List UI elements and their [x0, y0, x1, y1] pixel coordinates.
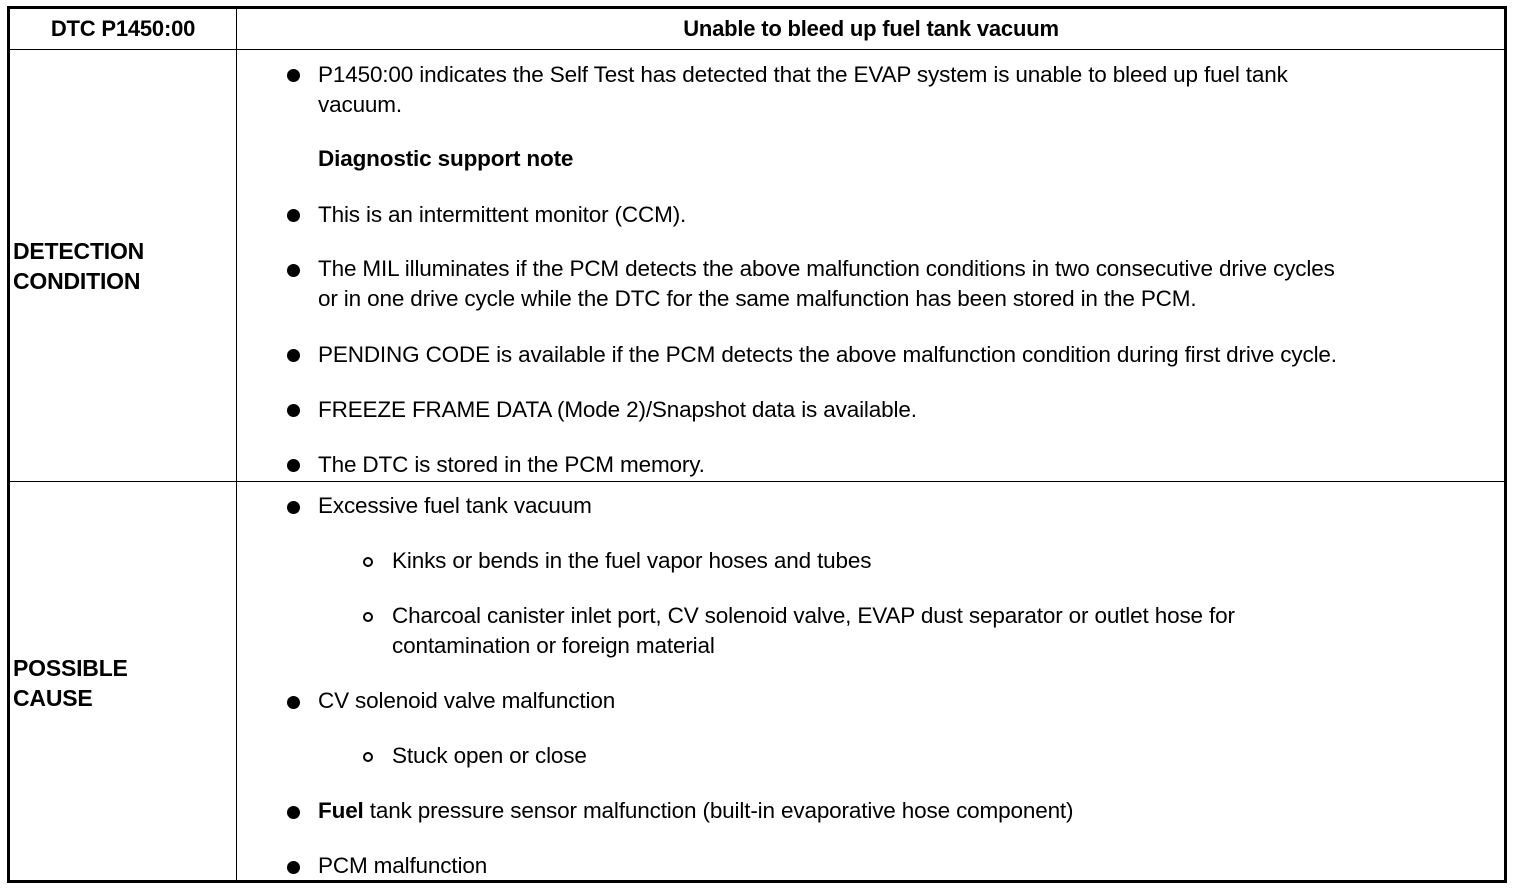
bullet-icon — [287, 806, 300, 819]
column-divider — [236, 9, 237, 880]
detection-item-2: This is an intermittent monitor (CCM). — [318, 202, 687, 227]
bullet-icon — [287, 209, 300, 222]
detection-item-3-line-1: The MIL illuminates if the PCM detects the above malfunction conditions in two consecutive drive cycles — [318, 256, 1335, 281]
bullet-icon — [287, 349, 300, 362]
detection-item-5: FREEZE FRAME DATA (Mode 2)/Snapshot data is available. — [318, 397, 917, 422]
bullet-icon — [287, 459, 300, 472]
bullet-icon — [287, 696, 300, 709]
sub-bullet-circle-icon — [363, 557, 373, 567]
cause-item-1-sub-b-line-1: Charcoal canister inlet port, CV solenoid valve, EVAP dust separator or outlet hose for — [392, 603, 1235, 628]
cause-item-4: PCM malfunction — [318, 853, 488, 878]
dtc-table — [7, 6, 1507, 883]
detection-item-1-line-2: vacuum. — [318, 92, 402, 117]
possible-cause-label — [13, 653, 128, 713]
bullet-icon — [287, 861, 300, 874]
cause-item-3 — [318, 796, 1073, 826]
detection-item-4: PENDING CODE is available if the PCM detects the above malfunction condition during first drive cycle. — [318, 342, 1337, 367]
dtc-code-header: DTC P1450:00 — [50, 16, 196, 41]
cause-item-1-sub-a: Kinks or bends in the fuel vapor hoses and tubes — [392, 548, 872, 573]
detection-item-1-line-1: P1450:00 indicates the Self Test has detected that the EVAP system is unable to bleed up fuel tank — [318, 62, 1288, 87]
label-line: CAUSE — [13, 685, 93, 711]
label-line: POSSIBLE — [13, 655, 128, 681]
cause-item-1: Excessive fuel tank vacuum — [318, 493, 592, 518]
bullet-icon — [287, 264, 300, 277]
detection-item-3-line-2: or in one drive cycle while the DTC for the same malfunction has been stored in the PCM. — [318, 286, 1197, 311]
header-divider — [10, 49, 1504, 50]
sub-bullet-circle-icon — [363, 612, 373, 622]
detection-condition-label — [13, 236, 144, 296]
sub-bullet-circle-icon — [363, 752, 373, 762]
bullet-icon — [287, 501, 300, 514]
cause-item-2: CV solenoid valve malfunction — [318, 688, 616, 713]
label-line: CONDITION — [13, 268, 141, 294]
label-line: DETECTION — [13, 238, 145, 264]
bullet-icon — [287, 69, 300, 82]
cause-item-2-sub-a: Stuck open or close — [392, 743, 587, 768]
cause-item-3-emphasis: Fuel — [318, 798, 364, 823]
bullet-icon — [287, 404, 300, 417]
cause-item-3-text: tank pressure sensor malfunction (built-in evaporative hose component) — [363, 798, 1074, 823]
detection-item-6: The DTC is stored in the PCM memory. — [318, 452, 705, 477]
dtc-title-header: Unable to bleed up fuel tank vacuum — [683, 16, 1059, 41]
cause-item-1-sub-b-line-2: contamination or foreign material — [392, 633, 715, 658]
diagnostic-support-note-heading: Diagnostic support note — [318, 146, 574, 171]
row-divider — [10, 481, 1504, 482]
